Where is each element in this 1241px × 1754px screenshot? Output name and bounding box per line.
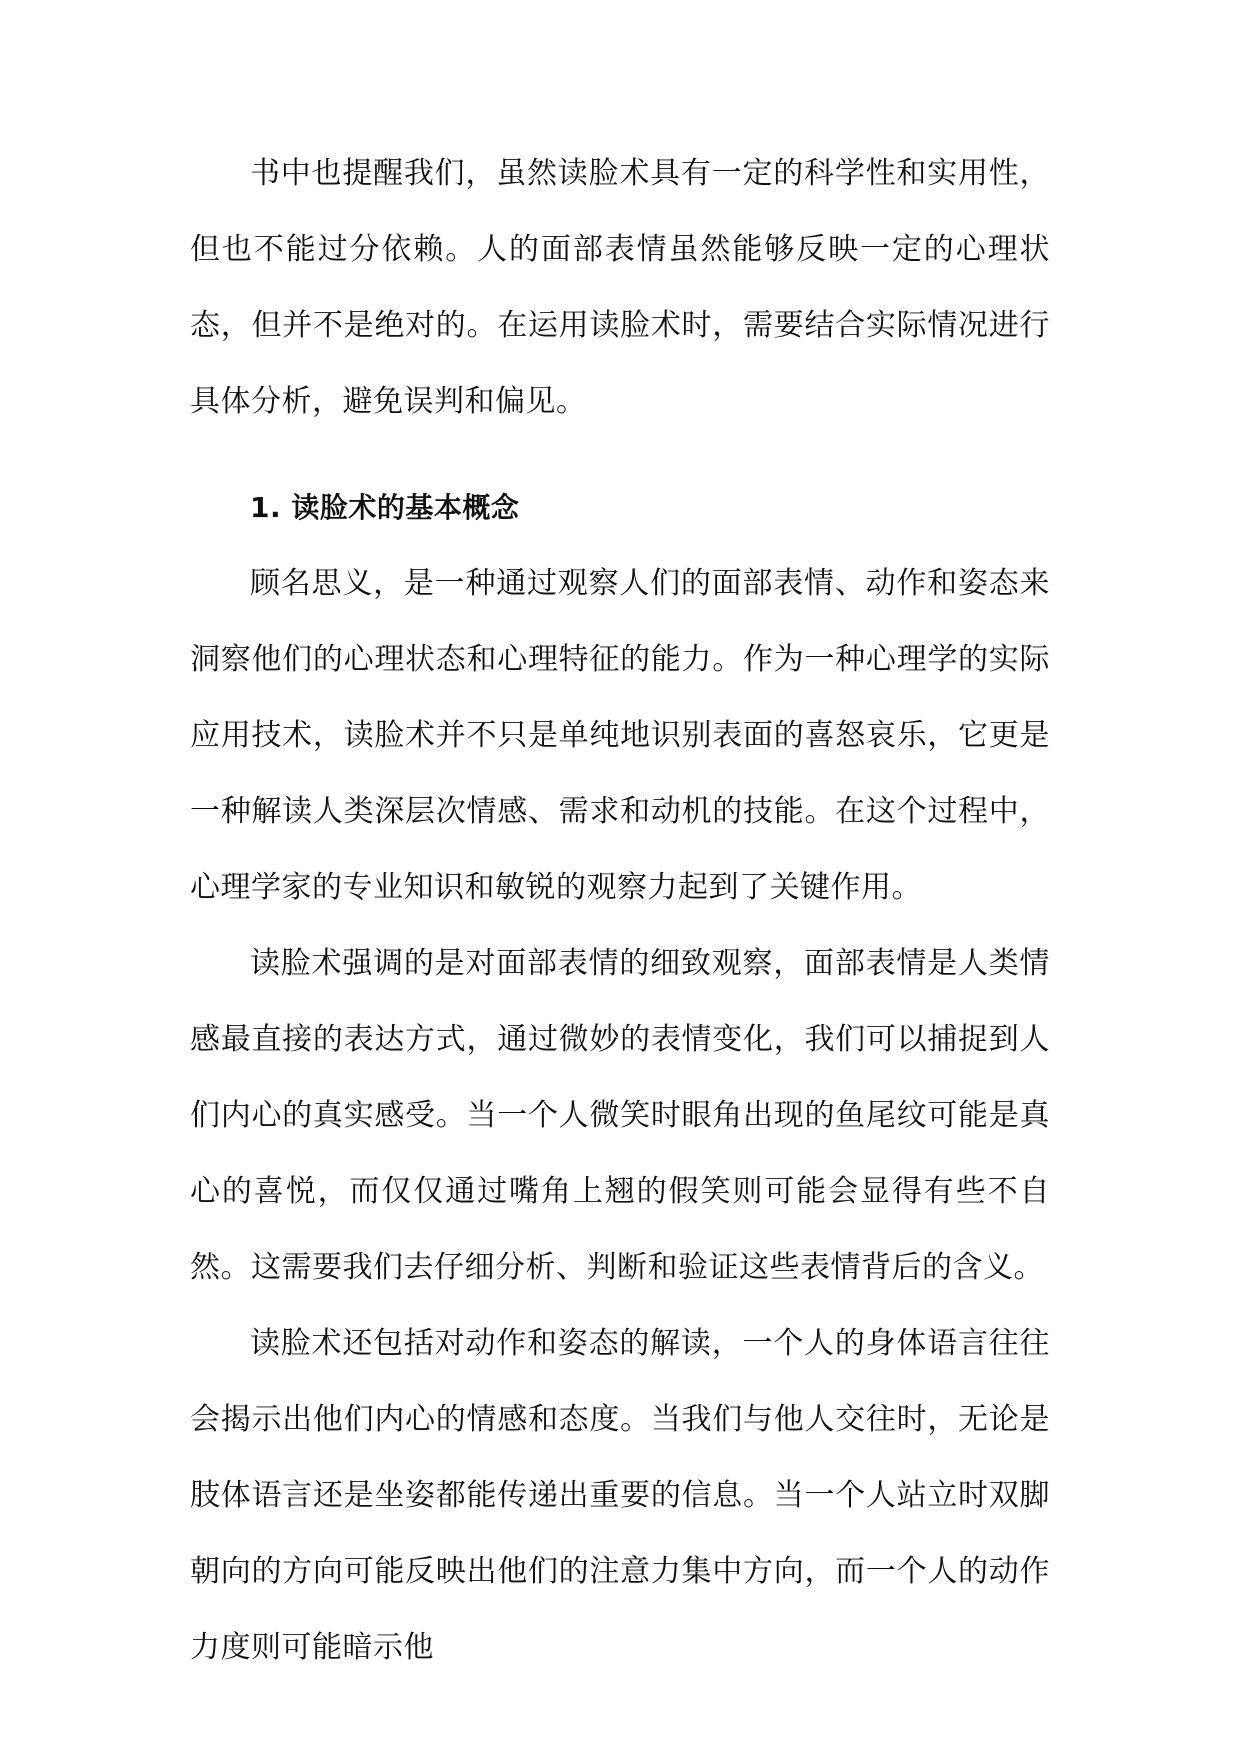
intro-paragraph: 书中也提醒我们，虽然读脸术具有一定的科学性和实用性，但也不能过分依赖。人的面部表情虽然能够反映一定的心理状态，但并不是绝对的。在运用读脸术时，需要结合实际情况进行具体分析，避免误判和偏见。	[190, 156, 1050, 419]
body-paragraph-2: 读脸术强调的是对面部表情的细致观察，面部表情是人类情感最直接的表达方式，通过微妙的表情变化，我们可以捕捉到人们内心的真实感受。当一个人微笑时眼角出现的鱼尾纹可能是真心的喜悦，而仅仅通过嘴角上翘的假笑则可能会显得有些不自然。这需要我们去仔细分析、判断和验证这些表情背后的含义。	[190, 946, 1050, 1285]
section-heading: 1. 读脸术的基本概念	[250, 491, 520, 524]
body-paragraph-3: 读脸术还包括对动作和姿态的解读，一个人的身体语言往往会揭示出他们内心的情感和态度。当我们与他人交往时，无论是肢体语言还是坐姿都能传递出重要的信息。当一个人站立时双脚朝向的方向可能反映出他们的注意力集中方向，而一个人的动作力度则可能暗示他	[190, 1326, 1050, 1665]
body-paragraph-1: 顾名思义，是一种通过观察人们的面部表情、动作和姿态来洞察他们的心理状态和心理特征的能力。作为一种心理学的实际应用技术，读脸术并不只是单纯地识别表面的喜怒哀乐，它更是一种解读人类深层次情感、需求和动机的技能。在这个过程中，心理学家的专业知识和敏锐的观察力起到了关键作用。	[190, 566, 1050, 905]
